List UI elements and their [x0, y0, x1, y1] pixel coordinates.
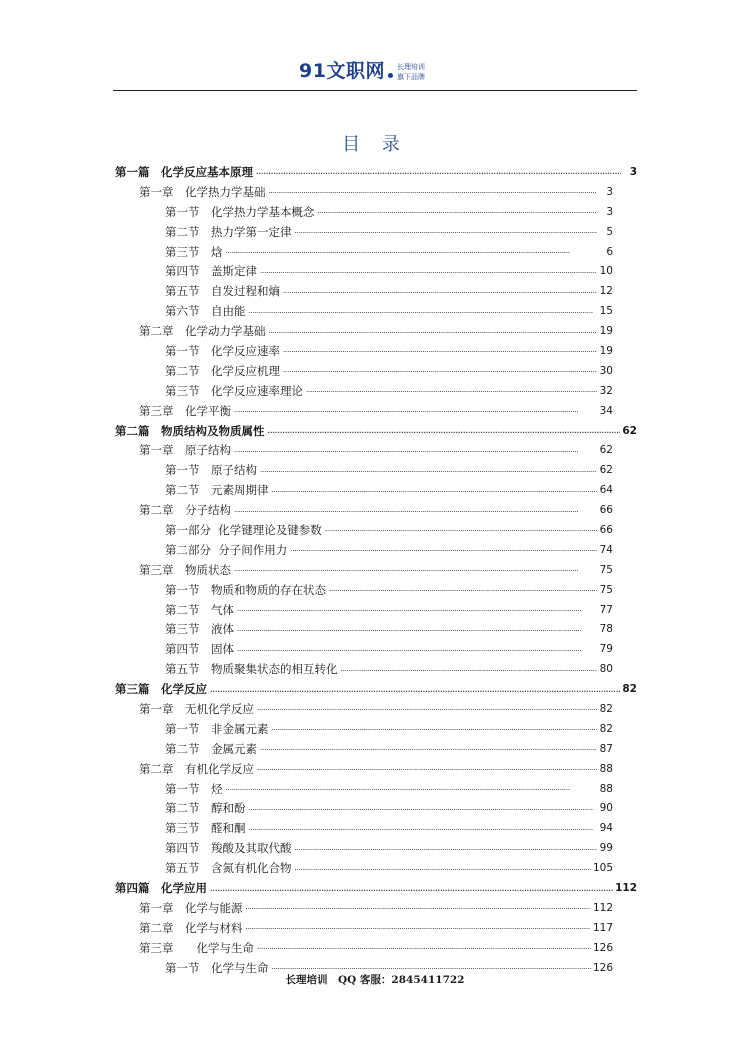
toc-entry-label: 第二章 化学与材料: [139, 920, 243, 935]
toc-section-entry[interactable]: [113, 480, 637, 500]
toc-part-entry[interactable]: [113, 679, 637, 699]
toc-entry-page-number: 105: [592, 862, 613, 875]
brand-logo: [299, 59, 425, 83]
toc-dot-leader: [226, 783, 598, 794]
toc-dot-leader: [283, 345, 597, 356]
logo-tagline-line1: 长理培训: [396, 63, 425, 71]
toc-entry-label: 第三节 化学反应速率理论: [165, 383, 303, 398]
toc-dot-leader: [249, 306, 598, 317]
toc-dot-leader: [306, 385, 597, 396]
toc-part-entry[interactable]: [113, 878, 637, 898]
toc-entry-label: 第一节 物质和物质的存在状态: [165, 582, 326, 597]
toc-dot-leader: [283, 286, 597, 297]
toc-entry-page-number: 94: [599, 822, 613, 835]
toc-entry-page-number: 87: [599, 742, 613, 755]
toc-entry-label: 第一节 烃: [165, 781, 223, 796]
toc-dot-leader: [272, 485, 598, 496]
toc-dot-leader: [234, 564, 597, 575]
toc-entry-page-number: 3: [606, 185, 613, 198]
toc-entry-page-number: 74: [599, 543, 613, 556]
toc-entry-label: 第一节 原子结构: [165, 463, 257, 478]
toc-dot-leader: [234, 445, 597, 456]
toc-section-entry[interactable]: [113, 281, 637, 301]
toc-dot-leader: [246, 922, 591, 933]
toc-entry-page-number: 5: [606, 225, 613, 238]
toc-dot-leader: [234, 405, 597, 416]
toc-entry-label: 第三章 物质状态: [139, 562, 231, 577]
toc-entry-label: 第二章 有机化学反应: [139, 761, 254, 776]
toc-part-entry[interactable]: [113, 162, 637, 182]
toc-entry-page-number: 66: [599, 523, 613, 536]
toc-entry-label: 第二节 化学反应机理: [165, 363, 280, 378]
toc-part-entry[interactable]: [113, 421, 637, 441]
toc-entry-page-number: 126: [592, 941, 613, 954]
toc-section-entry[interactable]: [113, 460, 637, 480]
toc-entry-page-number: 66: [599, 504, 613, 517]
toc-chapter-entry[interactable]: [113, 560, 637, 580]
toc-dot-leader: [325, 524, 597, 535]
toc-dot-leader: [283, 365, 597, 376]
toc-entry-label: 第一节 非金属元素: [165, 721, 269, 736]
logo-tagline: [397, 62, 425, 82]
toc-dot-leader: [295, 226, 598, 237]
toc-entry-label: 第三节 焓: [165, 244, 223, 259]
toc-entry-label: 第一节 化学热力学基本概念: [165, 204, 315, 219]
logo-text: 91文职网: [299, 60, 385, 82]
toc-chapter-entry[interactable]: [113, 759, 637, 779]
toc-dot-leader: [246, 902, 591, 913]
toc-dot-leader: [257, 703, 597, 714]
toc-entry-label: 第二节 醇和酚: [165, 801, 246, 816]
toc-dot-leader: [237, 644, 597, 655]
toc-section-entry[interactable]: [113, 639, 637, 659]
toc-dot-leader: [226, 246, 598, 257]
toc-entry-page-number: 79: [599, 643, 613, 656]
toc-entry-page-number: 80: [599, 663, 613, 676]
logo-dot-icon: [388, 73, 393, 78]
toc-entry-label: 第二节 元素周期律: [165, 483, 269, 498]
toc-entry-label: 第二章 分子结构: [139, 503, 231, 518]
toc-section-entry[interactable]: [113, 779, 637, 799]
toc-chapter-entry[interactable]: [113, 182, 637, 202]
toc-dot-leader: [260, 465, 597, 476]
toc-entry-label: 第四节 固体: [165, 642, 234, 657]
toc-entry-label: 第四节 盖斯定律: [165, 264, 257, 279]
toc-entry-label: 第五节 自发过程和熵: [165, 284, 280, 299]
toc-section-entry[interactable]: [113, 301, 637, 321]
toc-dot-leader: [234, 505, 597, 516]
toc-entry-page-number: 19: [599, 344, 613, 357]
page-header: [113, 54, 637, 91]
toc-entry-page-number: 3: [629, 165, 637, 178]
toc-entry-label: 第二节 热力学第一定律: [165, 224, 292, 239]
toc-section-entry[interactable]: [113, 659, 637, 679]
toc-section-entry[interactable]: [113, 361, 637, 381]
toc-dot-leader: [318, 206, 598, 217]
toc-title: 目 录: [342, 134, 408, 155]
toc-dot-leader: [295, 843, 598, 854]
toc-entry-page-number: 88: [599, 762, 613, 775]
toc-section-entry[interactable]: [113, 580, 637, 600]
toc-entry-page-number: 62: [599, 464, 613, 477]
toc-entry-page-number: 30: [599, 364, 613, 377]
toc-dot-leader: [257, 942, 591, 953]
toc-section-entry[interactable]: [113, 858, 637, 878]
toc-chapter-entry[interactable]: [113, 500, 637, 520]
toc-dot-leader: [210, 883, 613, 894]
toc-dot-leader: [249, 823, 598, 834]
toc-entry-page-number: 32: [599, 384, 613, 397]
toc-entry-page-number: 19: [599, 325, 613, 338]
toc-dot-leader: [237, 624, 597, 635]
toc-dot-leader: [329, 584, 597, 595]
toc-dot-leader: [268, 425, 621, 436]
toc-entry-label: 第一章 化学与能源: [139, 900, 243, 915]
toc-entry-page-number: 15: [599, 305, 613, 318]
toc-chapter-entry[interactable]: [113, 898, 637, 918]
toc-dot-leader: [256, 166, 621, 177]
toc-chapter-entry[interactable]: [113, 938, 637, 958]
toc-dot-leader: [249, 803, 598, 814]
toc-dot-leader: [341, 664, 598, 675]
toc-entry-label: 第一章 化学热力学基础: [139, 184, 266, 199]
toc-entry-label: 第五节 含氮有机化合物: [165, 861, 292, 876]
toc-entry-label: 第二部分 分子间作用力: [165, 542, 288, 557]
table-of-contents: [113, 162, 637, 978]
toc-entry-page-number: 3: [606, 205, 613, 218]
toc-entry-page-number: 75: [599, 583, 613, 596]
toc-section-entry[interactable]: [113, 799, 637, 819]
toc-entry-page-number: 126: [592, 961, 613, 974]
toc-entry-page-number: 99: [599, 842, 613, 855]
toc-entry-page-number: 78: [599, 623, 613, 636]
toc-entry-label: 第二篇 物质结构及物质属性: [115, 423, 265, 438]
toc-entry-label: 第三章 化学与生命: [139, 940, 254, 955]
toc-entry-label: 第一节 化学反应速率: [165, 343, 280, 358]
toc-chapter-entry[interactable]: [113, 699, 637, 719]
toc-entry-page-number: 90: [599, 802, 613, 815]
toc-entry-page-number: 75: [599, 563, 613, 576]
toc-entry-label: 第一章 无机化学反应: [139, 701, 254, 716]
toc-section-entry[interactable]: [113, 600, 637, 620]
toc-entry-label: 第一章 原子结构: [139, 443, 231, 458]
toc-entry-page-number: 77: [599, 603, 613, 616]
toc-chapter-entry[interactable]: [113, 401, 637, 421]
toc-entry-page-number: 88: [599, 782, 613, 795]
toc-dot-leader: [290, 544, 597, 555]
toc-section-entry[interactable]: [113, 341, 637, 361]
toc-entry-label: 第三节 液体: [165, 622, 234, 637]
toc-entry-page-number: 112: [592, 901, 613, 914]
toc-entry-label: 第六节 自由能: [165, 304, 246, 319]
toc-section-entry[interactable]: [113, 838, 637, 858]
toc-section-entry[interactable]: [113, 381, 637, 401]
toc-entry-label: 第四篇 化学应用: [115, 881, 207, 895]
toc-section-entry[interactable]: [113, 619, 637, 639]
toc-entry-page-number: 64: [599, 484, 613, 497]
toc-entry-page-number: 82: [599, 702, 613, 715]
toc-entry-page-number: 112: [615, 882, 637, 894]
toc-entry-label: 第二节 金属元素: [165, 741, 257, 756]
toc-dot-leader: [272, 723, 598, 734]
toc-entry-label: 第三章 化学平衡: [139, 403, 231, 418]
toc-entry-label: 第一节 化学与生命: [165, 960, 269, 975]
toc-dot-leader: [257, 763, 597, 774]
toc-entry-page-number: 117: [592, 921, 613, 934]
toc-section-entry[interactable]: [113, 222, 637, 242]
toc-dot-leader: [269, 326, 598, 337]
toc-entry-page-number: 82: [622, 683, 637, 696]
toc-chapter-entry[interactable]: [113, 440, 637, 460]
toc-entry-page-number: 34: [599, 404, 613, 417]
toc-section-entry[interactable]: [113, 261, 637, 281]
toc-dot-leader: [210, 684, 620, 695]
toc-entry-label: 第三篇 化学反应: [115, 682, 207, 697]
toc-entry-label: 第一部分 化学键理论及键参数: [165, 522, 322, 537]
toc-entry-label: 第二章 化学动力学基础: [139, 324, 266, 339]
toc-dot-leader: [237, 604, 597, 615]
logo-tagline-line2: 旗下品牌: [396, 73, 425, 81]
toc-dot-leader: [295, 863, 591, 874]
toc-entry-page-number: 82: [599, 722, 613, 735]
toc-section-entry[interactable]: [113, 739, 637, 759]
toc-entry-page-number: 6: [606, 245, 613, 258]
page-footer: 长理培训 QQ 客服：2845411722: [285, 974, 465, 986]
toc-entry-label: 第五节 物质聚集状态的相互转化: [165, 662, 338, 677]
toc-section-entry[interactable]: [113, 719, 637, 739]
toc-section-entry[interactable]: [113, 818, 637, 838]
toc-chapter-entry[interactable]: [113, 321, 637, 341]
toc-entry-label: 第三节 醛和酮: [165, 821, 246, 836]
toc-entry-page-number: 62: [622, 424, 637, 437]
toc-chapter-entry[interactable]: [113, 918, 637, 938]
toc-dot-leader: [269, 186, 598, 197]
toc-entry-label: 第一篇 化学反应基本原理: [115, 164, 253, 179]
toc-section-entry[interactable]: [113, 202, 637, 222]
toc-section-entry[interactable]: [113, 540, 637, 560]
toc-entry-page-number: 62: [599, 444, 613, 457]
toc-entry-label: 第四节 羧酸及其取代酸: [165, 841, 292, 856]
toc-dot-leader: [260, 266, 597, 277]
toc-section-entry[interactable]: [113, 242, 637, 262]
toc-entry-label: 第二节 气体: [165, 602, 234, 617]
toc-entry-page-number: 10: [599, 265, 613, 278]
toc-dot-leader: [260, 743, 597, 754]
toc-entry-page-number: 12: [599, 285, 613, 298]
toc-section-entry[interactable]: [113, 520, 637, 540]
